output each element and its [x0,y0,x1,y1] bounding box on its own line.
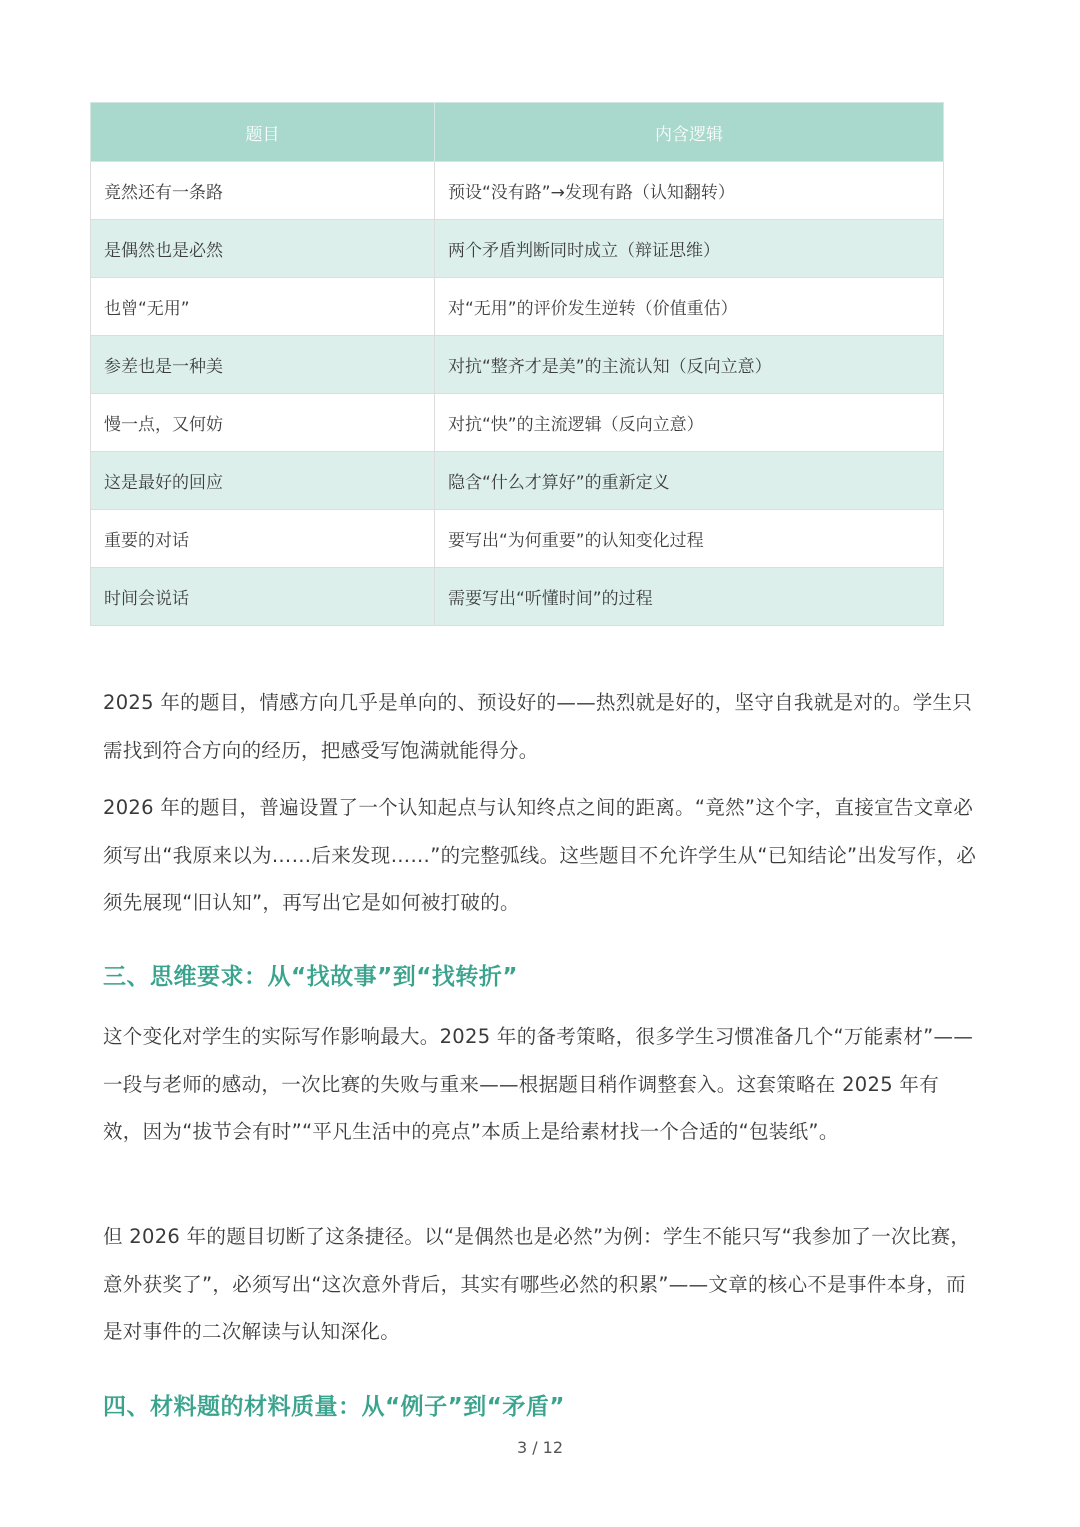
table-cell-logic: 预设“没有路”→发现有路（认知翻转） [435,162,944,220]
paragraph-2026-topics: 2026 年的题目，普遍设置了一个认知起点与认知终点之间的距离。“竟然”这个字，直接宣告文章必须写出“我原来以为……后来发现……”的完整弧线。这些题目不允许学生从“已知结论”出发写作，必须先展现“旧认知”，再写出它是如何被打破的。 [103,796,977,914]
table-cell-topic: 竟然还有一条路 [91,162,435,220]
table-cell-logic: 要写出“为何重要”的认知变化过程 [435,510,944,568]
table-row [91,220,944,278]
table-cell-topic: 也曾“无用” [91,278,435,336]
table-row [91,452,944,510]
table-row [91,336,944,394]
table-cell-logic: 需要写出“听懂时间”的过程 [435,568,944,626]
table-cell-logic: 对“无用”的评价发生逆转（价值重估） [435,278,944,336]
paragraph-writing-strategy: 这个变化对学生的实际写作影响最大。2025 年的备考策略，很多学生习惯准备几个“万能素材”——一段与老师的感动，一次比赛的失败与重来——根据题目稍作调整套入。这套策略在 2025 年有效，因为“拔节会有时”“平凡生活中的亮点”本质上是给素材找一个合适的“包装纸”。 [103,1025,974,1143]
table-cell-topic: 是偶然也是必然 [91,220,435,278]
table-row [91,162,944,220]
page-number: 3 / 12 [516,1438,564,1457]
topic-logic-table [90,102,944,626]
table-cell-topic: 这是最好的回应 [91,452,435,510]
table-cell-logic: 两个矛盾判断同时成立（辩证思维） [435,220,944,278]
section-heading-thinking: 三、思维要求：从“找故事”到“找转折” [103,964,518,990]
table-cell-topic: 重要的对话 [91,510,435,568]
table-row [91,510,944,568]
table-header-logic: 内含逻辑 [435,103,944,162]
table-header-row [91,103,944,162]
table-cell-topic: 参差也是一种美 [91,336,435,394]
section-heading-material: 四、材料题的材料质量：从“例子”到“矛盾” [103,1394,565,1420]
table-cell-logic: 对抗“整齐才是美”的主流认知（反向立意） [435,336,944,394]
table-cell-topic: 慢一点，又何妨 [91,394,435,452]
paragraph-2026-shortcut: 但 2026 年的题目切断了这条捷径。以“是偶然也是必然”为例：学生不能只写“我参加了一次比赛，意外获奖了”，必须写出“这次意外背后，其实有哪些必然的积累”——文章的核心不是事件本身，而是对事件的二次解读与认知深化。 [103,1225,971,1343]
table-header-topic: 题目 [91,103,435,162]
paragraph-2025-topics: 2025 年的题目，情感方向几乎是单向的、预设好的——热烈就是好的，坚守自我就是对的。学生只需找到符合方向的经历，把感受写饱满就能得分。 [103,691,973,762]
table-cell-topic: 时间会说话 [91,568,435,626]
table-row [91,394,944,452]
table-cell-logic: 隐含“什么才算好”的重新定义 [435,452,944,510]
table-row [91,568,944,626]
table-cell-logic: 对抗“快”的主流逻辑（反向立意） [435,394,944,452]
table-row [91,278,944,336]
